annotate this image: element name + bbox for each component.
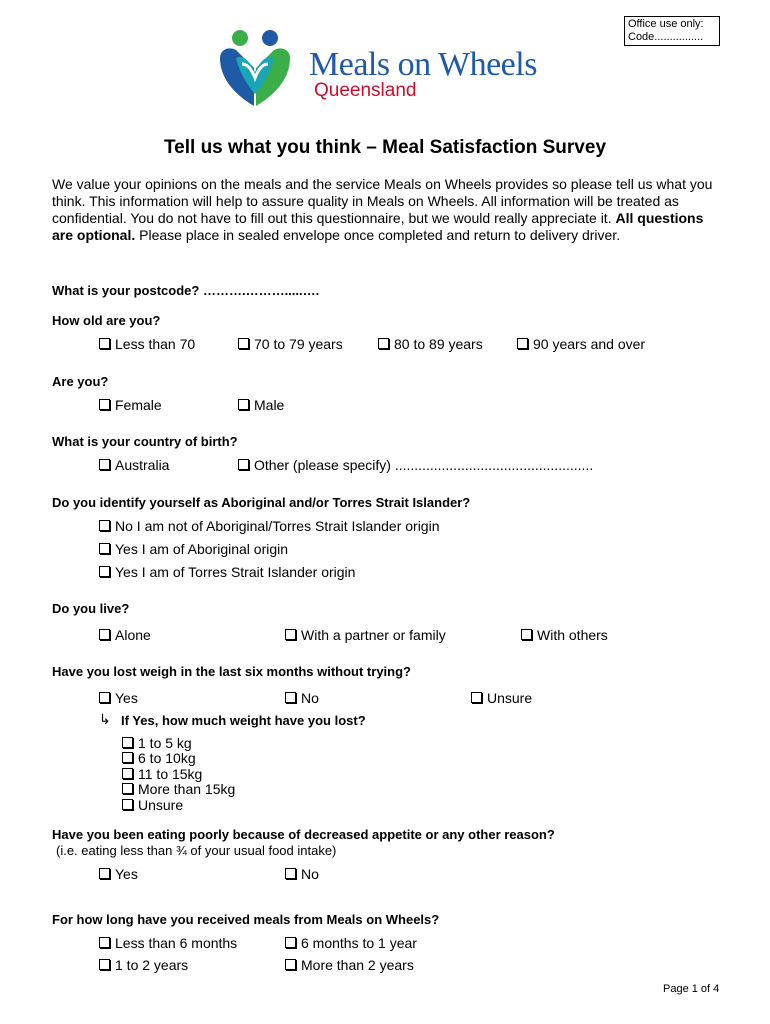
option-duration-6m-1y[interactable]: 6 months to 1 year	[285, 935, 417, 951]
question-eating-poorly: Have you been eating poorly because of decreased appetite or any other reason?	[52, 827, 555, 842]
intro-text-1: We value your opinions on the meals and the service Meals on Wheels provides so please tell us what you think. This information will help to assure quality in Meals on Wheels. All information will be treated as confidential. You do not have to fill out this questionnaire, but we would really appreciate it.	[52, 176, 713, 226]
option-weight-yes[interactable]: Yes	[99, 690, 138, 706]
option-live-others[interactable]: With others	[521, 627, 608, 643]
intro-bold: All questions are optional.	[52, 210, 704, 243]
question-atsi: Do you identify yourself as Aboriginal and/or Torres Strait Islander?	[52, 495, 471, 510]
checkbox-icon[interactable]	[285, 692, 296, 703]
checkbox-icon[interactable]	[238, 459, 249, 470]
option-australia[interactable]: Australia	[99, 457, 169, 473]
logo-region: Queensland	[314, 80, 417, 101]
question-age: How old are you?	[52, 313, 161, 328]
checkbox-icon[interactable]	[285, 937, 296, 948]
option-weight-11-15[interactable]: 11 to 15kg	[122, 766, 202, 782]
option-weight-amount-unsure[interactable]: Unsure	[122, 797, 183, 813]
office-code-field: Code................	[628, 31, 704, 43]
logo-wordmark: Meals on Wheels	[309, 46, 537, 83]
checkbox-icon[interactable]	[122, 752, 133, 763]
checkbox-icon[interactable]	[99, 520, 110, 531]
question-eating-note: (i.e. eating less than ¾ of your usual food intake)	[56, 843, 337, 858]
checkbox-icon[interactable]	[99, 399, 110, 410]
option-eating-yes[interactable]: Yes	[99, 866, 138, 882]
option-age-70-79[interactable]: 70 to 79 years	[238, 336, 343, 352]
meals-on-wheels-logo	[214, 28, 554, 112]
page-title: Tell us what you think – Meal Satisfaction Survey	[163, 137, 607, 158]
option-atsi-no[interactable]: No I am not of Aboriginal/Torres Strait Islander origin	[99, 518, 440, 534]
checkbox-icon[interactable]	[99, 959, 110, 970]
intro-paragraph	[52, 176, 722, 244]
checkbox-icon[interactable]	[99, 692, 110, 703]
option-duration-1-2y[interactable]: 1 to 2 years	[99, 957, 188, 973]
checkbox-icon[interactable]	[122, 737, 133, 748]
checkbox-icon[interactable]	[285, 868, 296, 879]
option-other-country[interactable]: Other (please specify) ...................................................	[238, 457, 593, 473]
option-duration-more-2y[interactable]: More than 2 years	[285, 957, 414, 973]
option-weight-no[interactable]: No	[285, 690, 319, 706]
option-age-less-70[interactable]: Less than 70	[99, 336, 195, 352]
checkbox-icon[interactable]	[99, 566, 110, 577]
question-living: Do you live?	[52, 601, 130, 616]
question-weight-loss: Have you lost weigh in the last six months without trying?	[52, 664, 411, 679]
checkbox-icon[interactable]	[99, 937, 110, 948]
option-weight-6-10[interactable]: 6 to 10kg	[122, 750, 196, 766]
option-age-80-89[interactable]: 80 to 89 years	[378, 336, 483, 352]
office-use-box	[624, 16, 720, 46]
option-atsi-torres-strait[interactable]: Yes I am of Torres Strait Islander origin	[99, 564, 355, 580]
checkbox-icon[interactable]	[238, 399, 249, 410]
question-postcode: What is your postcode? ……….……….....….	[52, 283, 320, 298]
checkbox-icon[interactable]	[99, 459, 110, 470]
option-live-partner-family[interactable]: With a partner or family	[285, 627, 446, 643]
logo-emblem-icon	[214, 28, 304, 112]
checkbox-icon[interactable]	[99, 868, 110, 879]
checkbox-icon[interactable]	[521, 629, 532, 640]
checkbox-icon[interactable]	[99, 543, 110, 554]
option-live-alone[interactable]: Alone	[99, 627, 151, 643]
intro-text-2: Please place in sealed envelope once completed and return to delivery driver.	[139, 227, 621, 243]
option-weight-more-15[interactable]: More than 15kg	[122, 781, 235, 797]
question-duration: For how long have you received meals from Meals on Wheels?	[52, 912, 440, 927]
office-use-label: Office use only:	[628, 18, 704, 30]
option-male[interactable]: Male	[238, 397, 284, 413]
checkbox-icon[interactable]	[517, 338, 528, 349]
checkbox-icon[interactable]	[122, 768, 133, 779]
option-weight-1-5[interactable]: 1 to 5 kg	[122, 735, 192, 751]
checkbox-icon[interactable]	[285, 629, 296, 640]
checkbox-icon[interactable]	[378, 338, 389, 349]
option-age-90-plus[interactable]: 90 years and over	[517, 336, 645, 352]
question-country-of-birth: What is your country of birth?	[52, 434, 238, 449]
option-female[interactable]: Female	[99, 397, 162, 413]
checkbox-icon[interactable]	[285, 959, 296, 970]
checkbox-icon[interactable]	[122, 799, 133, 810]
option-duration-less-6m[interactable]: Less than 6 months	[99, 935, 237, 951]
checkbox-icon[interactable]	[99, 629, 110, 640]
option-atsi-aboriginal[interactable]: Yes I am of Aboriginal origin	[99, 541, 288, 557]
follow-up-arrow-icon: ↳	[99, 711, 111, 727]
checkbox-icon[interactable]	[238, 338, 249, 349]
checkbox-icon[interactable]	[471, 692, 482, 703]
checkbox-icon[interactable]	[99, 338, 110, 349]
option-eating-no[interactable]: No	[285, 866, 319, 882]
question-weight-amount: If Yes, how much weight have you lost?	[121, 713, 366, 728]
option-weight-unsure[interactable]: Unsure	[471, 690, 532, 706]
checkbox-icon[interactable]	[122, 783, 133, 794]
question-gender: Are you?	[52, 374, 109, 389]
page-number: Page 1 of 4	[663, 983, 720, 995]
